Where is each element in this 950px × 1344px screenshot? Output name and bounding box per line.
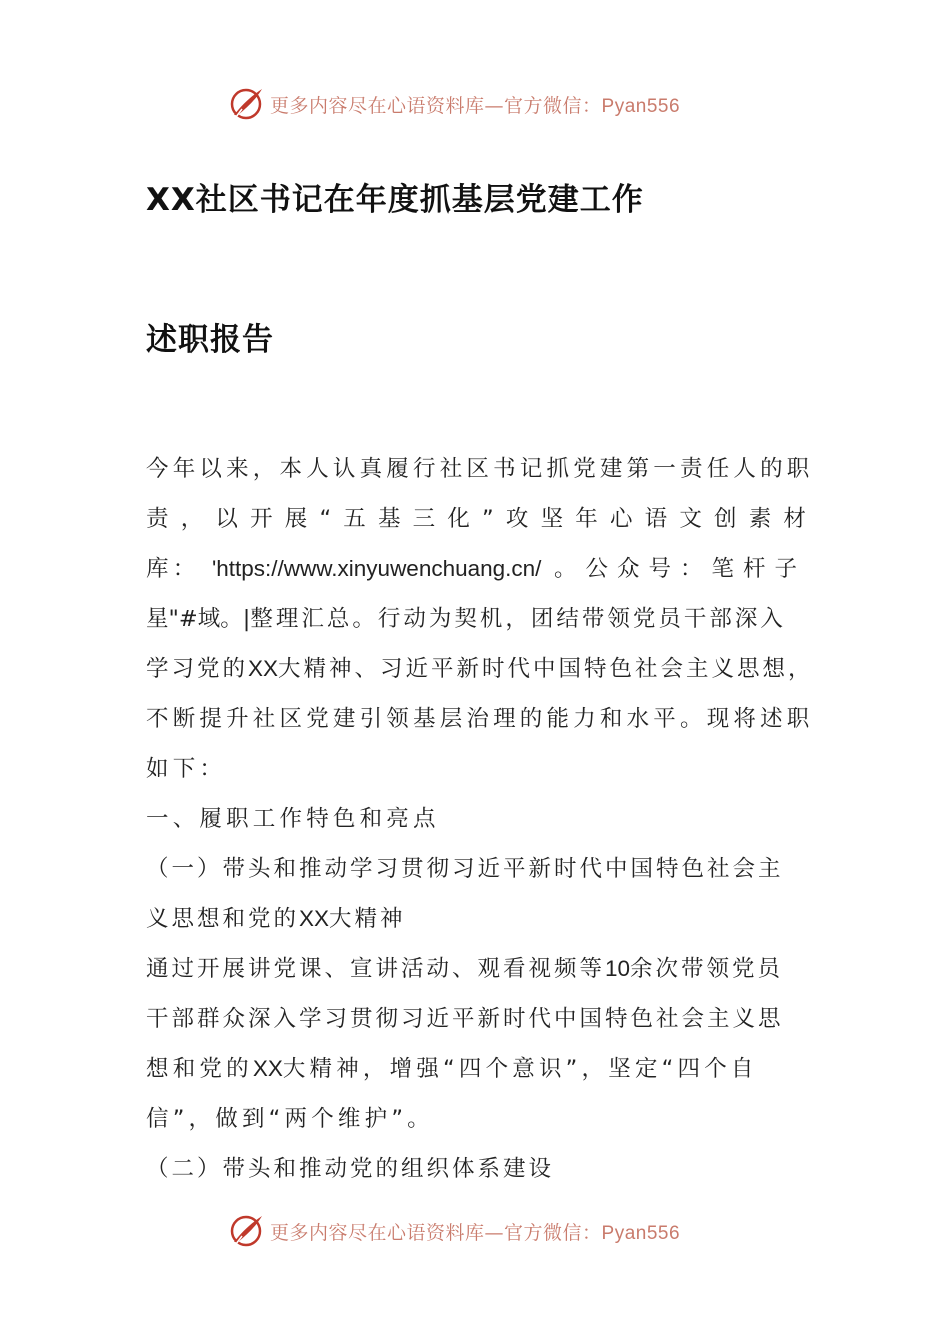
text-segment: 10 [605, 956, 631, 981]
char: 素 [748, 506, 772, 532]
text-segment: XX [299, 906, 330, 931]
text-segment: 想和党的 [146, 1056, 253, 1082]
body-line [146, 602, 786, 636]
section-heading: 一、履职工作特色和亮点 [146, 806, 440, 832]
subsection-heading-cont [146, 902, 406, 936]
char: ， [180, 506, 204, 532]
text-segment: 星"# [146, 606, 198, 632]
wechat-id: Pyan556 [601, 1222, 681, 1244]
watermark-text: 更多内容尽在心语资料库—官方微信：Pyan556 [270, 1221, 681, 1244]
quill-logo-icon [228, 85, 266, 123]
text-segment: XX [252, 1056, 283, 1081]
text-segment: 大精神 [329, 906, 406, 932]
body-line: 不断提升社区党建引领基层治理的能力和水平。现将述职 [146, 706, 814, 732]
text-segment: 。公众号：笔杆子 [553, 556, 806, 582]
document-title-line-2: 述职报告 [146, 322, 274, 358]
char: 坚 [540, 506, 564, 532]
body-line: 如下： [146, 756, 227, 782]
subsection-heading: （一）带头和推动学习贯彻习近平新时代中国特色社会主 [146, 856, 784, 882]
char: 展 [284, 506, 308, 532]
text-segment: 大精神、习近平新时代中国特色社会主义思想， [278, 656, 814, 682]
watermark-banner-bottom [228, 1211, 748, 1251]
body-line: 干部群众深入学习贯彻习近平新时代中国特色社会主义思 [146, 1006, 784, 1032]
text-segment: | [242, 606, 251, 632]
char: 以 [215, 506, 238, 532]
char: 语 [644, 506, 668, 532]
document-title-line-1: XX社区书记在年度抓基层党建工作 [146, 182, 644, 218]
watermark-text: 更多内容尽在心语资料库—官方微信：Pyan556 [270, 94, 681, 117]
text-segment: 库： [146, 556, 200, 582]
char: 攻 [505, 506, 529, 532]
text-segment: 余次带领党员 [630, 956, 784, 982]
char: 材 [783, 506, 806, 532]
char: 开 [250, 506, 273, 532]
body-line-justified [146, 552, 806, 586]
char: “ [319, 506, 332, 532]
wechat-id: Pyan556 [601, 95, 681, 117]
body-line-justified [146, 502, 806, 536]
char: 创 [714, 506, 737, 532]
body-line: 信”，做到“两个维护”。 [146, 1106, 434, 1132]
watermark-banner-top [228, 84, 748, 124]
char: ” [482, 506, 494, 532]
quill-logo-icon [228, 1212, 266, 1250]
char: 五 [343, 506, 366, 532]
text-segment: 义思想和党的 [146, 906, 300, 932]
char: 基 [377, 506, 401, 532]
text-segment: 学习党的 [146, 656, 249, 682]
char: 化 [447, 506, 470, 532]
subsection-heading: （二）带头和推动党的组织体系建设 [146, 1156, 555, 1182]
char: 心 [609, 506, 633, 532]
char: 文 [679, 506, 702, 532]
text-segment: 通过开展讲党课、宣讲活动、观看视频等 [146, 956, 606, 982]
char: 年 [575, 506, 598, 532]
body-line [146, 1052, 758, 1086]
text-segment: XX [248, 656, 279, 681]
url-text: 'https://www.xinyuwenchuang.cn/ [211, 556, 542, 581]
text-segment: 域。 [197, 606, 243, 632]
body-line [146, 952, 783, 986]
char: 三 [412, 506, 436, 532]
char: 责 [146, 506, 169, 532]
body-line: 今年以来，本人认真履行社区书记抓党建第一责任人的职 [146, 456, 814, 482]
text-segment: 整理汇总。行动为契机，团结带领党员干部深入 [250, 606, 786, 632]
text-segment: 大精神，增强“四个意识”，坚定“四个自 [282, 1056, 758, 1082]
body-line [146, 652, 814, 686]
